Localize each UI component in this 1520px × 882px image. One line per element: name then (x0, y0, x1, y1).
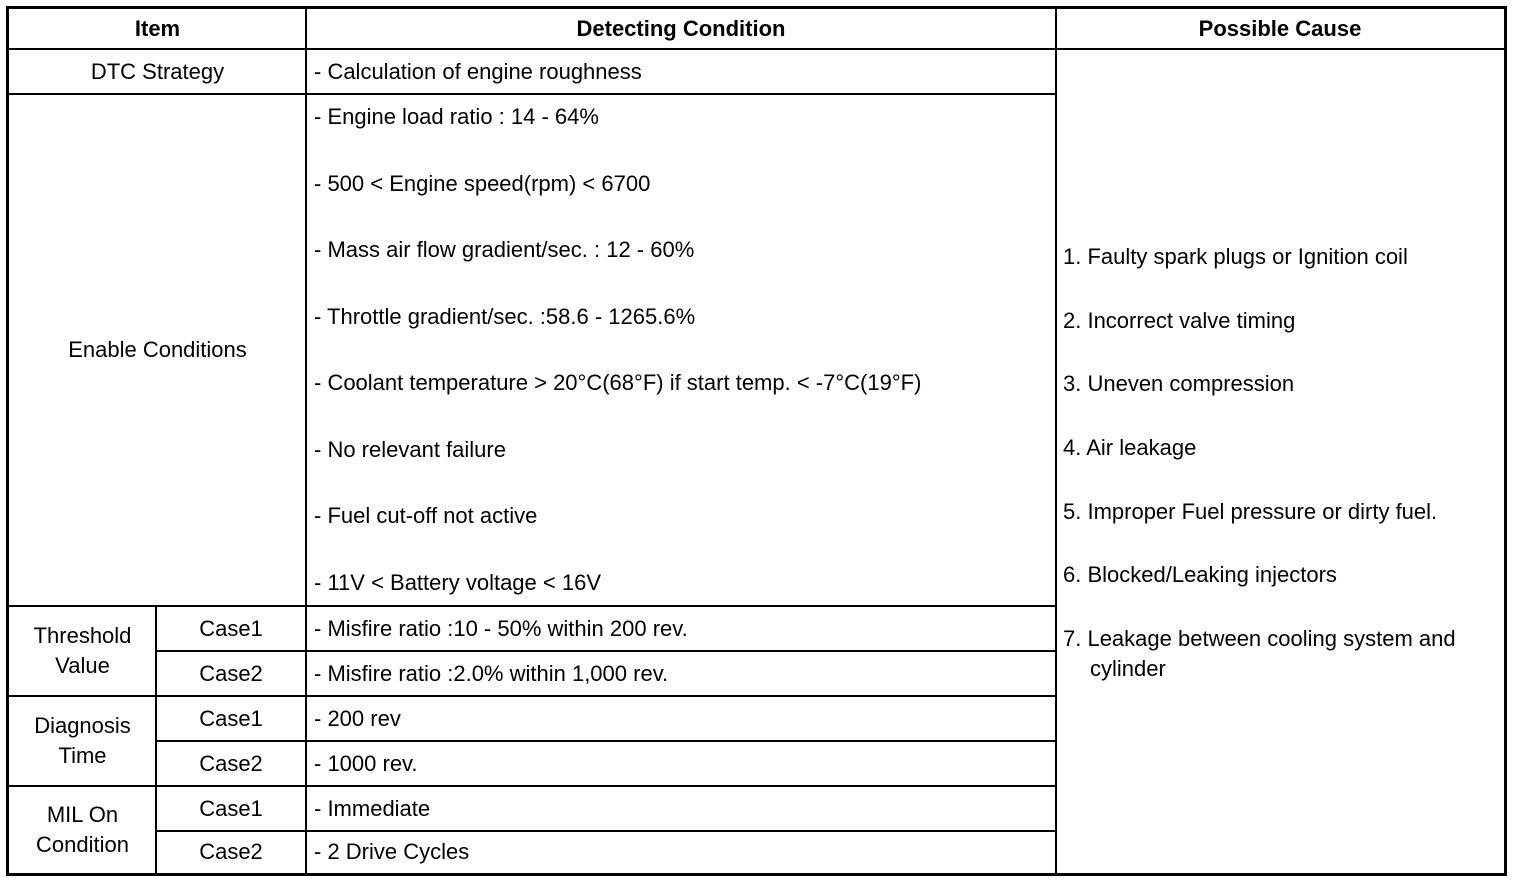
mil-on-condition-label (9, 786, 156, 873)
possible-cause-7: 7. Leakage between cooling system and cylinder (1063, 626, 1456, 681)
enable-condition-5: - Coolant temperature > 20°C(68°F) if start temp. < -7°C(19°F) (314, 370, 922, 395)
header-item: Item (134, 16, 181, 41)
header-detecting-condition: Detecting Condition (576, 16, 786, 41)
possible-cause-3: 3. Uneven compression (1063, 371, 1295, 396)
diagnosis-case1-label: Case1 (199, 705, 263, 731)
possible-cause-4: 4. Air leakage (1063, 435, 1197, 460)
enable-condition-8: - 11V < Battery voltage < 16V (314, 570, 601, 595)
diagnosis-time-label-line1: Diagnosis (34, 713, 131, 738)
possible-cause-5: 5. Improper Fuel pressure or dirty fuel. (1063, 499, 1438, 524)
threshold-case2-value: - Misfire ratio :2.0% within 1,000 rev. (314, 660, 669, 686)
threshold-case2-label: Case2 (199, 660, 263, 686)
diagnosis-case1-value: - 200 rev (314, 705, 401, 731)
threshold-case1-value: - Misfire ratio :10 - 50% within 200 rev. (314, 615, 688, 641)
enable-condition-4: - Throttle gradient/sec. :58.6 - 1265.6% (314, 304, 696, 329)
possible-cause-6: 6. Blocked/Leaking injectors (1063, 562, 1337, 587)
enable-conditions-label: Enable Conditions (68, 337, 247, 362)
enable-condition-7: - Fuel cut-off not active (314, 503, 538, 528)
threshold-value-label (9, 606, 156, 696)
mil-case2-value: - 2 Drive Cycles (314, 839, 470, 864)
enable-condition-2: - 500 < Engine speed(rpm) < 6700 (314, 171, 651, 196)
dtc-strategy-value: - Calculation of engine roughness (314, 58, 642, 84)
mil-case1-value: - Immediate (314, 795, 431, 821)
possible-cause-2: 2. Incorrect valve timing (1063, 308, 1296, 333)
enable-condition-1: - Engine load ratio : 14 - 64% (314, 104, 599, 129)
threshold-case1-label: Case1 (199, 615, 263, 641)
diagnosis-time-label-line2: Time (58, 743, 107, 768)
mil-on-condition-label-line2: Condition (36, 831, 129, 857)
mil-case2-label: Case2 (199, 839, 263, 864)
enable-condition-3: - Mass air flow gradient/sec. : 12 - 60% (314, 237, 695, 262)
enable-condition-6: - No relevant failure (314, 437, 506, 462)
dtc-strategy-label: DTC Strategy (90, 58, 225, 84)
header-possible-cause: Possible Cause (1198, 16, 1362, 41)
diagnosis-time-label (9, 696, 156, 786)
diagnosis-case2-value: - 1000 rev. (314, 750, 418, 776)
diagnosis-case2-label: Case2 (199, 750, 263, 776)
possible-cause-1: 1. Faulty spark plugs or Ignition coil (1063, 244, 1408, 269)
mil-case1-label: Case1 (199, 795, 263, 821)
threshold-value-label-line2: Value (55, 653, 110, 678)
threshold-value-label-line1: Threshold (33, 623, 132, 648)
diagnostic-table (6, 6, 1507, 876)
mil-on-condition-label-line1: MIL On (46, 801, 119, 827)
